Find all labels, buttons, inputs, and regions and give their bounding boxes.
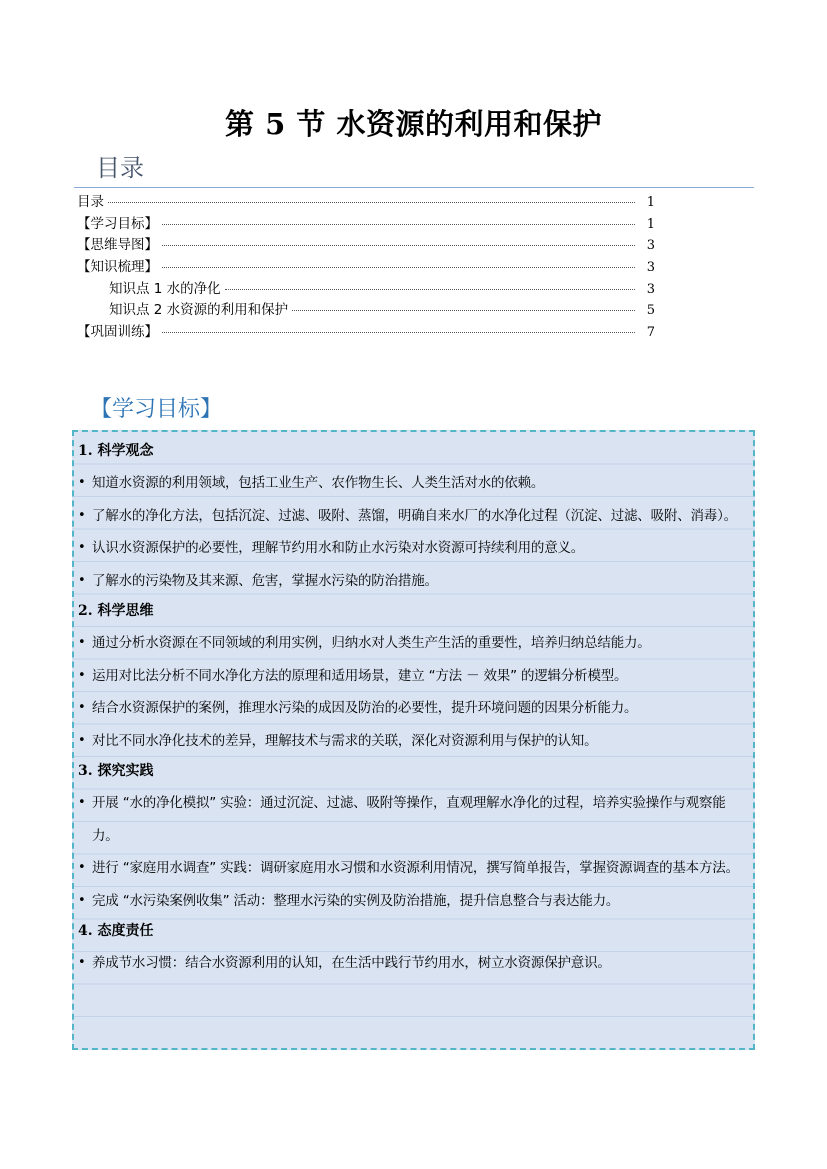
objective-bullet-item: • 结合水资源保护的案例，推理水污染的成因及防治的必要性，提升环境问题的因果分析能力。 xyxy=(78,692,745,725)
table-of-contents xyxy=(77,190,655,342)
toc-page-number: 1 xyxy=(646,195,655,210)
toc-leader-dots xyxy=(162,267,635,268)
toc-leader-dots xyxy=(292,310,635,311)
objective-bullet-item: • 知道水资源的利用领域，包括工业生产、农作物生长、人类生活对水的依赖。 xyxy=(78,467,745,500)
toc-leader-dots xyxy=(162,245,635,246)
toc-entry[interactable] xyxy=(77,233,655,255)
objective-category: 4. 态度责任 xyxy=(78,923,154,939)
objective-bullet-item: • 养成节水习惯：结合水资源利用的认知，在生活中践行节约用水，树立水资源保护意识。 xyxy=(78,947,745,980)
toc-page-number: 7 xyxy=(646,325,655,341)
objective-bullet-item: • 运用对比法分析不同水净化方法的原理和适用场景，建立 “方法 － 效果” 的逻辑分析模型。 xyxy=(78,660,745,693)
toc-leader-dots xyxy=(225,289,635,290)
objective-bullet-item: • 完成 “水污染案例收集” 活动：整理水污染的实例及防治措施，提升信息整合与表达能力。 xyxy=(78,885,745,918)
toc-entry[interactable] xyxy=(77,320,655,342)
objective-category: 1. 科学观念 xyxy=(78,443,154,459)
toc-page-number: 5 xyxy=(646,303,655,319)
toc-entry-label: 【学习目标】 xyxy=(77,215,158,232)
toc-entry-label: 【知识梳理】 xyxy=(77,259,158,276)
toc-leader-dots xyxy=(108,202,635,203)
objective-bullet-item: • 认识水资源保护的必要性，理解节约用水和防止水污染对水资源可持续利用的意义。 xyxy=(78,532,745,565)
toc-entry-label: 知识点 1 水的净化 xyxy=(109,280,221,297)
toc-page-number: 3 xyxy=(646,281,655,297)
toc-entry[interactable] xyxy=(77,190,655,212)
toc-entry-label: 【巩固训练】 xyxy=(77,324,158,341)
toc-entry-label: 【思维导图】 xyxy=(77,237,158,254)
objective-bullet-item: • 开展 “水的净化模拟” 实验：通过沉淀、过滤、吸附等操作，直观理解水净化的过程，培养实验操作与观察能力。 xyxy=(78,787,745,852)
toc-entry[interactable] xyxy=(77,212,655,234)
objectives-box xyxy=(72,430,755,1050)
toc-entry[interactable] xyxy=(77,277,655,299)
objective-bullet-item: • 进行 “家庭用水调查” 实践：调研家庭用水习惯和水资源利用情况，撰写简单报告，掌握资源调查的基本方法。 xyxy=(78,852,745,885)
objective-bullet-item: • 通过分析水资源在不同领域的利用实例，归纳水对人类生产生活的重要性，培养归纳总结能力。 xyxy=(78,627,745,660)
toc-page-number: 3 xyxy=(646,260,655,276)
objective-bullet-item: • 对比不同水净化技术的差异，理解技术与需求的关联，深化对资源利用与保护的认知。 xyxy=(78,725,745,758)
toc-entry-label: 知识点 2 水资源的利用和保护 xyxy=(109,302,289,319)
toc-divider xyxy=(74,187,754,188)
objective-bullet-item: • 了解水的净化方法，包括沉淀、过滤、吸附、蒸馏，明确自来水厂的水净化过程（沉淀、过滤、吸附、消毒）。 xyxy=(78,500,745,533)
toc-entry-label: 目录 xyxy=(77,194,104,210)
objective-bullet-item: • 了解水的污染物及其来源、危害，掌握水污染的防治措施。 xyxy=(78,565,745,598)
toc-leader-dots xyxy=(162,332,635,333)
page-title: 第 5 节 水资源的利用和保护 xyxy=(225,107,602,141)
objectives-heading: 【学习目标】 xyxy=(90,397,223,422)
toc-entry[interactable] xyxy=(77,255,655,277)
objective-category: 3. 探究实践 xyxy=(78,763,154,779)
toc-page-number: 1 xyxy=(646,216,655,232)
toc-entry[interactable] xyxy=(77,298,655,320)
toc-page-number: 3 xyxy=(646,238,655,254)
objective-category: 2. 科学思维 xyxy=(78,603,154,619)
toc-heading: 目录 xyxy=(96,154,144,182)
toc-leader-dots xyxy=(162,224,635,225)
